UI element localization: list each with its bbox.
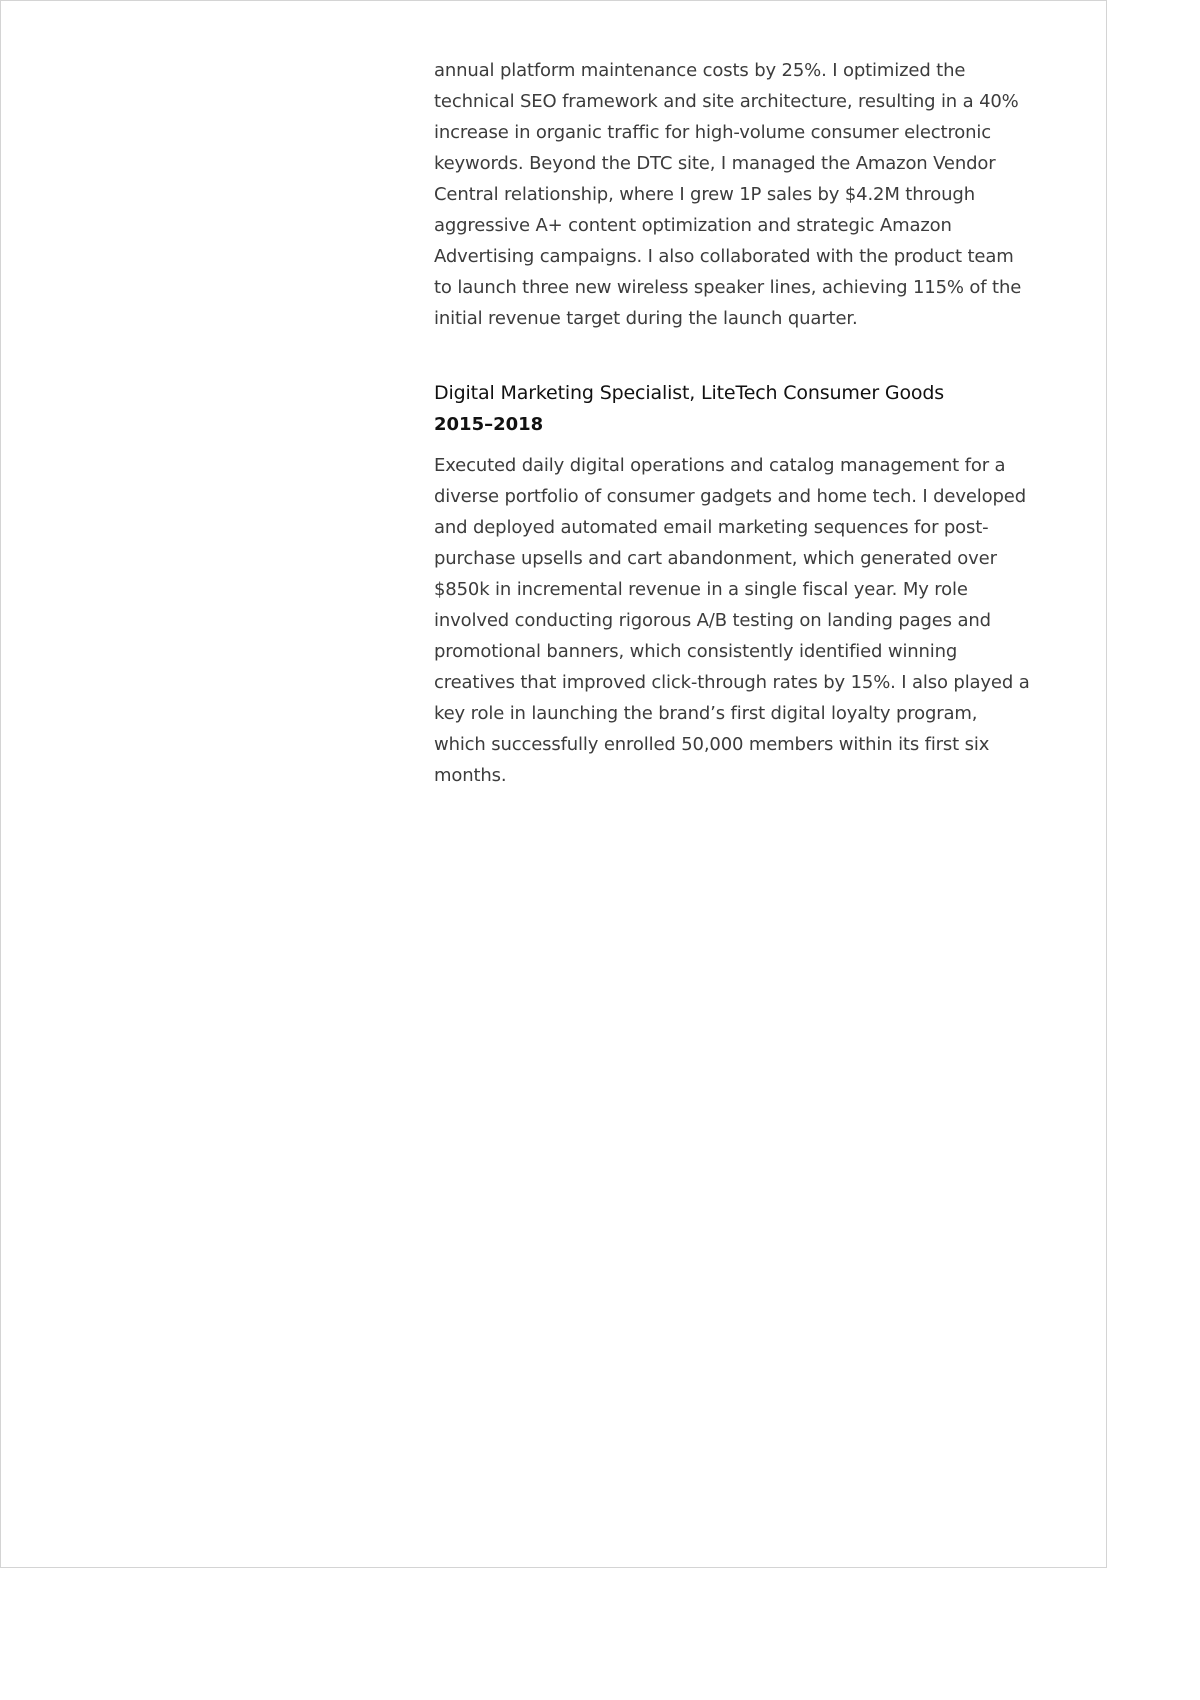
job-title: Digital Marketing Specialist, LiteTech Consumer Goods (434, 382, 945, 404)
experience-section (434, 55, 1034, 791)
experience-entry (434, 378, 1034, 791)
job-dates: 2015–2018 (434, 414, 544, 435)
job-description: Executed daily digital operations and catalog management for a diverse portfolio of consumer gadgets and home tech. I developed and deployed automated email marketing sequences for post-purchase upsells and cart abandonment, which generated over $850k in incremental revenue in a single fiscal year. My role involved conducting rigorous A/B testing on landing pages and promotional banners, which consistently identified winning creatives that improved click-through rates by 15%. I also played a key role in launching the brand’s first digital loyalty program, which successfully enrolled 50,000 members within its first six months. (434, 455, 1030, 786)
previous-job-description: annual platform maintenance costs by 25%. I optimized the technical SEO framework and site architecture, resulting in a 40% increase in organic traffic for high-volume consumer electronic keywords. Beyond the DTC site, I managed the Amazon Vendor Central relationship, where I grew 1P sales by $4.2M through aggressive A+ content optimization and strategic Amazon Advertising campaigns. I also collaborated with the product team to launch three new wireless speaker lines, achieving 115% of the initial revenue target during the launch quarter. (434, 60, 1022, 329)
